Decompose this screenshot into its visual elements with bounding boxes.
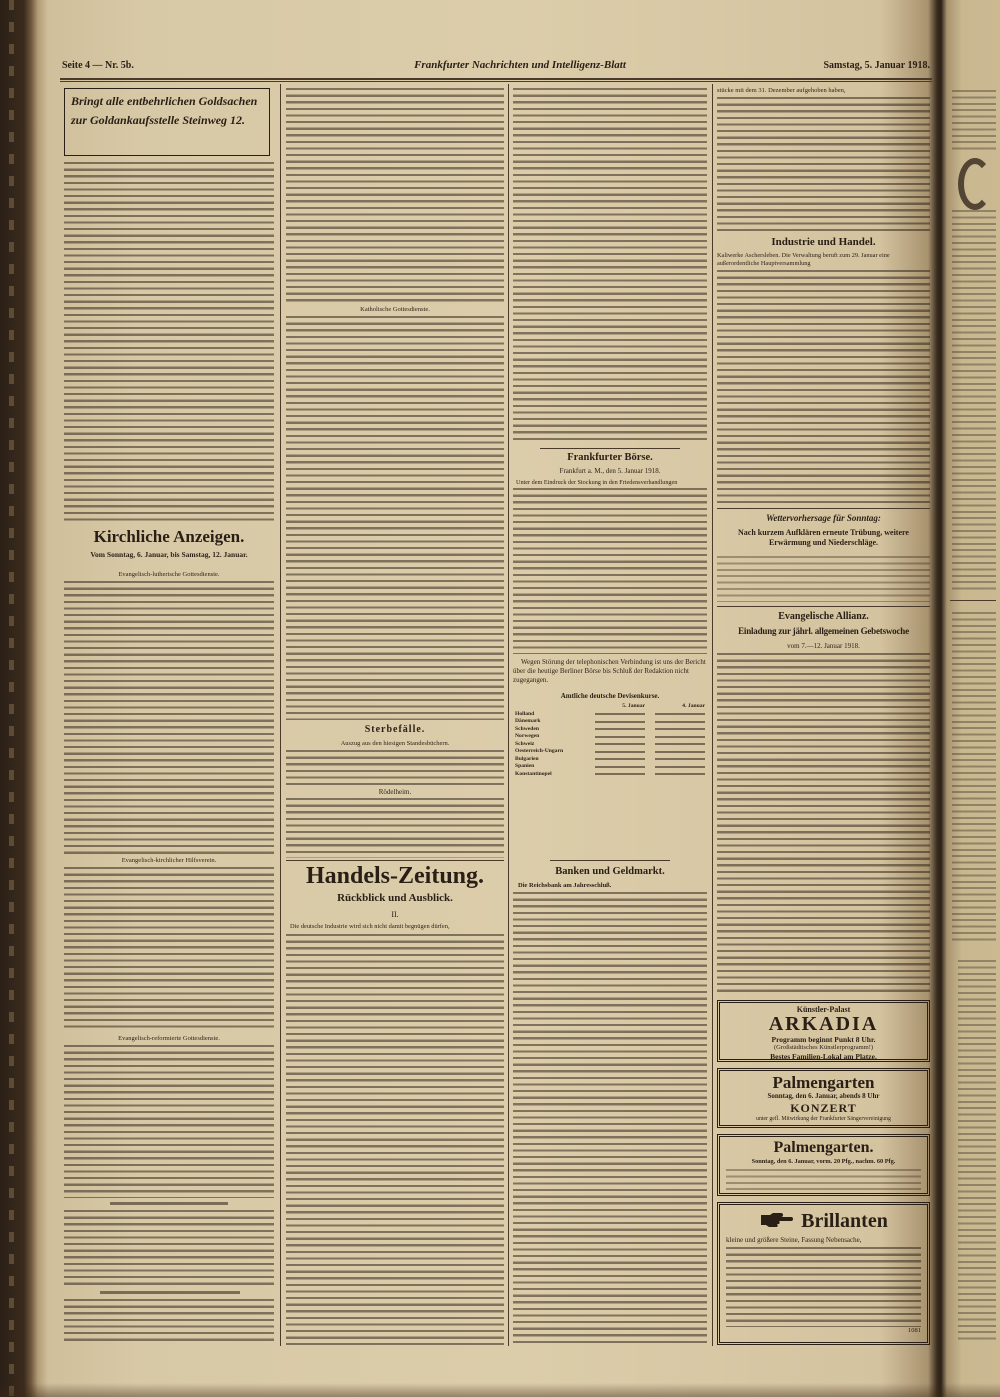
column-rule xyxy=(280,84,281,1346)
brillanten-title: Brillanten xyxy=(801,1210,888,1232)
adjacent-page-text xyxy=(952,612,996,942)
trade-section-title: Handels-Zeitung. xyxy=(305,863,485,889)
brillanten-ad xyxy=(717,1202,930,1345)
section-rule xyxy=(286,860,504,861)
table-row xyxy=(513,718,707,726)
rate-value-illegible xyxy=(595,758,645,760)
masthead-title: Frankfurter Nachrichten und Intelligenz-Blatt xyxy=(414,59,626,71)
subheading-lutheran: Evangelisch-lutherische Gottesdienste. xyxy=(118,571,220,578)
page-number: Seite 4 — Nr. 5b. xyxy=(62,60,134,71)
table-row xyxy=(513,748,707,756)
text-block xyxy=(513,892,707,1345)
rate-value-illegible xyxy=(655,721,705,723)
banking-lead: Die Reichsbank am Jahresschluß. xyxy=(518,882,612,889)
adjacent-page-text xyxy=(952,90,996,150)
trade-article-lead: Die deutsche Industrie wird sich nicht damit begnügen dürfen, xyxy=(290,923,450,930)
text-block xyxy=(286,88,504,302)
column-lead: stücke mit dem 31. Dezember aufgehoben haben, xyxy=(717,87,846,94)
adjacent-page-text xyxy=(958,960,996,1340)
rate-value-illegible xyxy=(655,736,705,738)
rate-value-illegible xyxy=(655,728,705,730)
row-label: Norwegen xyxy=(515,733,540,739)
text-block xyxy=(64,162,274,524)
alliance-dates: vom 7.—12. Januar 1918. xyxy=(787,642,860,650)
text-block xyxy=(286,316,504,720)
text-block xyxy=(286,750,504,786)
alliance-title: Evangelische Allianz. xyxy=(778,611,869,622)
industry-title: Industrie und Handel. xyxy=(771,236,876,248)
stock-exchange-dateline: Frankfurt a. M., den 5. Januar 1918. xyxy=(559,467,661,475)
header-rule xyxy=(60,78,932,80)
exchange-rates-title: Amtliche deutsche Devisenkurse. xyxy=(560,692,660,700)
gold-collection-ad-text: Bringt alle entbehrlichen Goldsachen zur Goldankaufsstelle Steinweg 12. xyxy=(71,94,258,127)
weather-title: Wettervorhersage für Sonntag: xyxy=(766,513,881,523)
text-block xyxy=(717,556,930,602)
section-rule xyxy=(550,860,670,861)
gold-collection-ad xyxy=(64,88,270,156)
table-row xyxy=(513,733,707,741)
row-label: Schweiz xyxy=(515,740,535,747)
rate-value-illegible xyxy=(595,713,645,715)
arkadia-name: ARKADIA xyxy=(768,1013,879,1035)
table-row xyxy=(513,741,707,749)
issue-date: Samstag, 5. Januar 1918. xyxy=(823,60,930,71)
text-block xyxy=(726,1247,921,1327)
palmengarten-title: Palmengarten xyxy=(772,1073,875,1092)
palmengarten-event: KONZERT xyxy=(790,1101,857,1115)
rate-value-illegible xyxy=(655,713,705,715)
subheading-catholic: Katholische Gottesdienste. xyxy=(360,306,430,313)
arkadia-kicker: Künstler-Palast xyxy=(796,1005,851,1014)
rate-value-illegible xyxy=(595,751,645,753)
palmengarten-date: Sonntag, den 6. Januar, abends 8 Uhr xyxy=(767,1092,880,1100)
text-block xyxy=(717,97,930,232)
section-rule xyxy=(717,606,930,607)
rate-value-illegible xyxy=(595,728,645,730)
palmengarten-admission-ad xyxy=(717,1134,930,1196)
text-block xyxy=(286,934,504,1345)
text-block xyxy=(64,1299,274,1345)
adjacent-page-rule xyxy=(950,600,996,601)
industry-lead: Kaliwerke Aschersleben. Die Verwaltung beruft zum 29. Januar eine außerordentliche Hauptversammlung xyxy=(717,252,890,267)
rate-value-illegible xyxy=(595,773,645,775)
rate-value-illegible xyxy=(655,751,705,753)
subheading-illegible xyxy=(100,1291,240,1294)
column-rule xyxy=(508,84,509,1346)
table-row xyxy=(513,756,707,764)
text-block xyxy=(64,1210,274,1287)
text-block xyxy=(717,270,930,504)
table-row xyxy=(513,726,707,734)
book-binding xyxy=(9,0,14,1397)
palmengarten-note: unter gefl. Mitwirkung der Frankfurter Sängervereinigung xyxy=(756,1116,891,1122)
subheading-hilfsverein: Evangelisch-kirchlicher Hilfsverein. xyxy=(121,857,217,864)
exchange-rates-table xyxy=(513,703,707,778)
table-header-row xyxy=(513,703,707,711)
table-row xyxy=(513,763,707,771)
rate-value-illegible xyxy=(595,736,645,738)
text-block xyxy=(513,488,707,654)
palmengarten-prices: Sonntag, den 6. Januar, vorm. 20 Pfg., nachm. 60 Pfg. xyxy=(751,1158,896,1165)
row-label: Dänemark xyxy=(515,718,541,724)
palmengarten-concert-ad xyxy=(717,1068,930,1128)
arkadia-line1: Programm beginnt Punkt 8 Uhr. xyxy=(771,1035,876,1044)
church-notices-title: Kirchliche Anzeigen. xyxy=(93,527,245,546)
rate-value-illegible xyxy=(595,766,645,768)
trade-article-title: Rückblick und Ausblick. xyxy=(337,892,453,904)
stock-exchange-title: Frankfurter Börse. xyxy=(567,452,653,463)
brillanten-ad-code: 1081 xyxy=(908,1327,921,1334)
column-header: 5. Januar xyxy=(622,703,645,709)
arkadia-line3: Bestes Familien-Lokal am Platze. xyxy=(770,1052,877,1061)
subheading-reformed: Evangelisch-reformierte Gottesdienste. xyxy=(118,1035,220,1042)
header-rule-thin xyxy=(60,81,932,82)
adjacent-page-text xyxy=(952,210,996,590)
church-notices-dates: Vom Sonntag, 6. Januar, bis Samstag, 12. Januar. xyxy=(90,550,248,559)
pointing-hand-icon xyxy=(759,1211,793,1232)
rate-value-illegible xyxy=(595,743,645,745)
table-row xyxy=(513,771,707,779)
berlin-exchange-notice: Wegen Störung der telephonischen Verbindung ist uns der Bericht über die heutige Berliner Börse bis Schluß der Redaktion nicht zugegangen. xyxy=(513,658,706,684)
deaths-title: Sterbefälle. xyxy=(364,724,426,735)
arkadia-line2: (Großstädtisches Künstlerprogramm!) xyxy=(773,1044,874,1051)
rate-value-illegible xyxy=(655,766,705,768)
row-label: Konstantinopel xyxy=(515,770,552,777)
rate-value-illegible xyxy=(655,743,705,745)
row-label: Bulgarien xyxy=(515,755,539,762)
row-label: Oesterreich-Ungarn xyxy=(515,748,564,754)
rate-value-illegible xyxy=(655,758,705,760)
roedelheim-heading: Rödelheim. xyxy=(378,788,412,796)
adjacent-page-initial xyxy=(958,158,992,210)
text-block xyxy=(726,1169,921,1191)
rate-value-illegible xyxy=(595,721,645,723)
text-block xyxy=(64,581,274,854)
trade-article-part: II. xyxy=(391,910,399,919)
alliance-invitation: Einladung zur jährl. allgemeinen Gebetswoche xyxy=(738,626,909,636)
column-header: 4. Januar xyxy=(682,703,705,709)
text-block xyxy=(513,88,707,444)
stock-exchange-lead: Unter dem Eindruck der Stockung in den Friedensverhandlungen xyxy=(516,479,678,486)
rate-value-illegible xyxy=(655,773,705,775)
weather-forecast: Nach kurzem Aufklären erneute Trübung, weitere Erwärmung und Niederschläge. xyxy=(738,528,909,547)
text-block xyxy=(64,867,274,1032)
table-row xyxy=(513,711,707,719)
row-label: Schweden xyxy=(515,725,539,732)
text-block xyxy=(286,798,504,858)
section-rule xyxy=(540,448,680,449)
palmengarten-title: Palmengarten. xyxy=(773,1139,874,1156)
arkadia-ad xyxy=(717,1000,930,1062)
section-rule xyxy=(717,508,930,509)
subheading-illegible xyxy=(110,1202,228,1205)
brillanten-lead: kleine und größere Steine, Fassung Nebensache, xyxy=(726,1236,862,1244)
column-rule xyxy=(712,84,713,1346)
text-block xyxy=(64,1045,274,1198)
row-label: Spanien xyxy=(515,763,535,769)
row-label: Holland xyxy=(515,710,535,717)
deaths-subtitle: Auszug aus den hiesigen Standesbüchern. xyxy=(340,740,450,747)
text-block xyxy=(717,653,930,993)
banking-title: Banken und Geldmarkt. xyxy=(555,866,665,877)
